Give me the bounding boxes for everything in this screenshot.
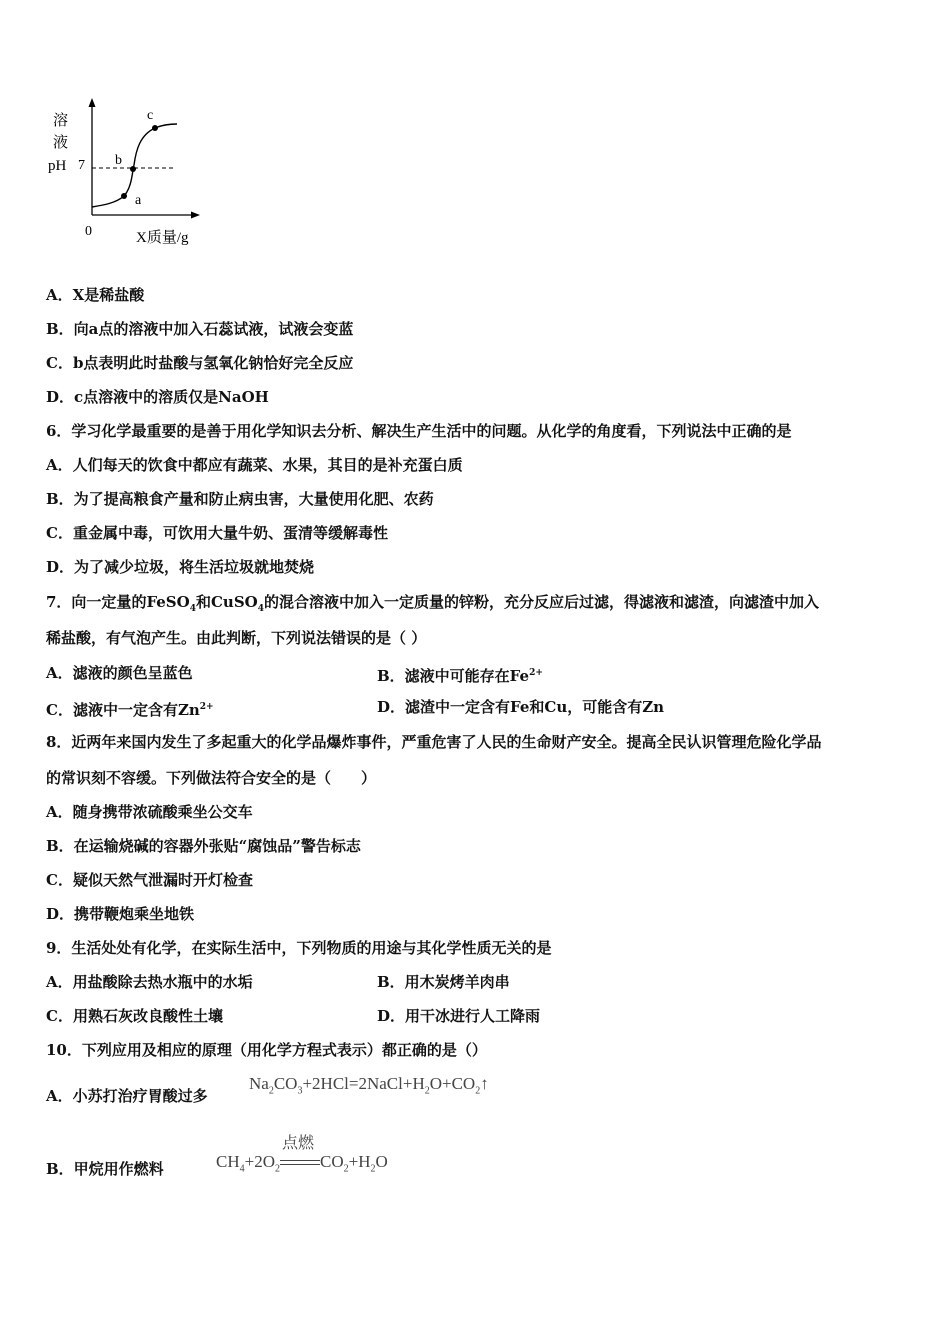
q5-option-b: B．向a点的溶液中加入石蕊试液，试液会变蓝: [46, 320, 354, 338]
q9-stem: 9．生活处处有化学，在实际生活中，下列物质的用途与其化学性质无关的是: [46, 939, 552, 957]
q6-option-b: B．为了提高粮食产量和防止病虫害，大量使用化肥、农药: [46, 490, 434, 508]
q8-option-b: B．在运输烧碱的容器外张贴“腐蚀品”警告标志: [46, 837, 361, 855]
q8-stem-line1: 8．近两年来国内发生了多起重大的化学品爆炸事件，严重危害了人民的生命财产安全。提高全民认识管理危险化学品: [46, 733, 822, 751]
q5-option-a: A．X是稀盐酸: [46, 286, 145, 304]
q10-option-a: A．小苏打治疗胃酸过多: [46, 1087, 208, 1105]
q10-equation-b: $CH_4+2O_2$ 点燃 $CO_2+H_2O$: [216, 1135, 388, 1175]
q5-option-d: D．c点溶液中的溶质仅是NaOH: [46, 388, 269, 406]
q9-option-b: B．用木炭烤羊肉串: [377, 973, 510, 991]
ylabel-char-2: 液: [53, 135, 69, 151]
x-axis-arrow: [191, 212, 200, 219]
q7-option-d: D．滤渣中一定含有Fe和Cu，可能含有Zn: [377, 698, 665, 716]
x-axis-label: X质量/g: [136, 230, 189, 246]
q6-option-a: A．人们每天的饮食中都应有蔬菜、水果，其目的是补充蛋白质: [46, 456, 463, 474]
point-a-dot: [121, 193, 127, 199]
q6-option-c: C．重金属中毒，可饮用大量牛奶、蛋清等缓解毒性: [46, 524, 388, 542]
q8-option-d: D．携带鞭炮乘坐地铁: [46, 905, 195, 923]
y-tick-7: 7: [78, 158, 85, 173]
q8-stem-line2: 的常识刻不容缓。下列做法符合安全的是（ ）: [46, 769, 377, 787]
q7-stem-line1: 7．向一定量的FeSO$_4$和CuSO$_4$的混合溶液中加入一定质量的锌粉，充分反应后过滤，得滤液和滤渣，向滤渣中加入: [46, 593, 820, 614]
ylabel-ph: pH: [48, 158, 67, 174]
q10-stem: 10．下列应用及相应的原理（用化学方程式表示）都正确的是（）: [46, 1041, 487, 1059]
q10-equation-a: $Na_2CO_3+2HCl=2NaCl+H_2O+CO_2↑$: [249, 1074, 489, 1097]
q9-option-a: A．用盐酸除去热水瓶中的水垢: [46, 973, 253, 991]
q9-option-c: C．用熟石灰改良酸性土壤: [46, 1007, 223, 1025]
equal-sign-line-1: [280, 1160, 320, 1161]
ph-curve-graph: [40, 95, 260, 265]
equal-sign-line-2: [280, 1164, 320, 1165]
q10-option-b: B．甲烷用作燃料: [46, 1160, 164, 1178]
q6-stem: 6．学习化学最重要的是善于用化学知识去分析、解决生产生活中的问题。从化学的角度看，下列说法中正确的是: [46, 422, 792, 440]
y-axis-arrow: [89, 98, 96, 107]
q6-option-d: D．为了减少垃圾，将生活垃圾就地焚烧: [46, 558, 315, 576]
point-c-label: c: [147, 108, 154, 123]
q7-option-a: A．滤液的颜色呈蓝色: [46, 664, 193, 682]
q5-option-c: C．b点表明此时盐酸与氢氧化钠恰好完全反应: [46, 354, 354, 372]
origin-label: 0: [85, 224, 92, 239]
point-b-label: b: [115, 153, 122, 168]
q7-option-c: C．滤液中一定含有$Zn^{2+}$: [46, 701, 214, 719]
ylabel-char-1: 溶: [53, 113, 69, 129]
reaction-condition: 点燃: [280, 1156, 320, 1170]
point-c-dot: [152, 125, 158, 131]
q7-option-b: B．滤液中可能存在$Fe^{2+}$: [377, 667, 543, 685]
point-b-dot: [130, 166, 136, 172]
q8-option-c: C．疑似天然气泄漏时开灯检查: [46, 871, 253, 889]
q9-option-d: D．用干冰进行人工降雨: [377, 1007, 541, 1025]
point-a-label: a: [135, 193, 142, 208]
q8-option-a: A．随身携带浓硫酸乘坐公交车: [46, 803, 253, 821]
q7-stem-line2: 稀盐酸，有气泡产生。由此判断，下列说法错误的是（ ）: [46, 629, 427, 647]
